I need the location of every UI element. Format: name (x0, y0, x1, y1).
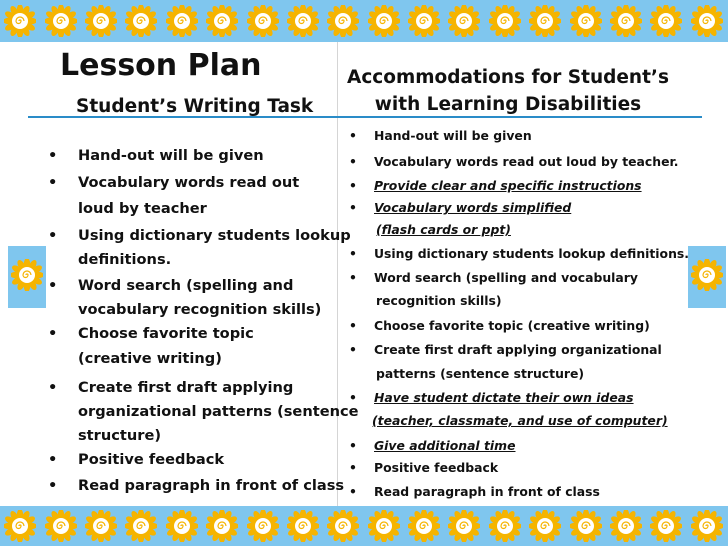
sunflower-icon (565, 506, 605, 546)
sunflower-icon (121, 0, 161, 42)
sunflower-icon (283, 0, 323, 42)
list-item-text: (creative writing) (78, 350, 222, 367)
right-side-flower (688, 246, 726, 308)
list-item-continuation (376, 220, 511, 240)
list-item-continuation (376, 291, 502, 311)
list-item-text: Create first draft applying organizational (374, 342, 662, 357)
sunflower-icon (606, 506, 646, 546)
list-item-text: Positive feedback (374, 460, 499, 475)
list-item (349, 458, 499, 478)
sunflower-icon (202, 0, 242, 42)
list-item-text: Vocabulary words simplified (374, 200, 572, 215)
sunflower-icon (525, 506, 565, 546)
list-item (48, 171, 300, 195)
list-item-text: Choose favorite topic (78, 325, 254, 342)
list-item-text: (teacher, classmate, and use of computer) (372, 413, 668, 428)
sunflower-icon (687, 506, 727, 546)
sunflower-icon (687, 0, 727, 42)
list-item (349, 268, 638, 288)
list-item (349, 340, 662, 360)
list-item (48, 322, 254, 346)
writing-task-subtitle: Student’s Writing Task (76, 96, 314, 117)
bullet-icon: • (349, 128, 357, 143)
list-item-text: Word search (spelling and (78, 277, 294, 294)
top-flower-border (0, 0, 728, 42)
list-item-text: Create first draft applying (78, 379, 294, 396)
bullet-icon: • (48, 227, 58, 244)
list-item-text: Read paragraph in front of class (374, 484, 600, 499)
bullet-icon: • (349, 246, 357, 261)
sunflower-icon (81, 506, 121, 546)
bullet-icon: • (48, 174, 58, 191)
sunflower-icon (162, 0, 202, 42)
list-item-text: patterns (sentence structure) (376, 366, 585, 381)
bullet-icon: • (48, 277, 58, 294)
list-item (349, 316, 650, 336)
sunflower-icon (162, 506, 202, 546)
list-item (349, 198, 572, 218)
sunflower-icon (646, 506, 686, 546)
list-item (48, 376, 294, 400)
list-item-continuation (78, 424, 161, 448)
list-item-text: Vocabulary words read out (78, 174, 300, 191)
list-item (349, 436, 516, 456)
bullet-icon: • (48, 451, 58, 468)
list-item-text: vocabulary recognition skills) (78, 301, 322, 318)
bullet-icon: • (349, 318, 357, 333)
bullet-icon: • (48, 477, 58, 494)
list-item-text: Hand-out will be given (78, 147, 264, 164)
list-item (349, 126, 532, 146)
bullet-icon: • (349, 178, 357, 193)
list-item-text: recognition skills) (376, 293, 502, 308)
bottom-flower-row (0, 506, 727, 546)
list-item-continuation (78, 400, 359, 424)
bullet-icon: • (349, 342, 357, 357)
accommodations-title-line2: with Learning Disabilities (374, 94, 642, 115)
list-item-continuation (78, 197, 207, 221)
list-item (48, 474, 345, 498)
accommodations-title-line1: Accommodations for Student’s (347, 67, 669, 88)
bullet-icon: • (349, 154, 357, 169)
list-item (48, 448, 225, 472)
accommodations-title (340, 64, 676, 118)
list-item (48, 274, 294, 298)
sunflower-icon (525, 0, 565, 42)
bullet-icon: • (349, 390, 357, 405)
list-item-text: Positive feedback (78, 451, 225, 468)
list-item-continuation (372, 411, 668, 431)
sunflower-icon (444, 506, 484, 546)
list-item (349, 244, 689, 264)
sunflower-icon (404, 0, 444, 42)
sunflower-icon (283, 506, 323, 546)
list-item (349, 388, 634, 408)
sunflower-icon (40, 0, 80, 42)
left-side-flower (8, 246, 46, 308)
bullet-icon: • (349, 484, 357, 499)
list-item-text: definitions. (78, 251, 172, 268)
list-item (48, 144, 264, 168)
sunflower-icon (0, 506, 40, 546)
list-item-text: organizational patterns (sentence (78, 403, 359, 420)
bullet-icon: • (349, 200, 357, 215)
list-item (48, 224, 351, 248)
sunflower-icon (364, 506, 404, 546)
list-item-text: Have student dictate their own ideas (374, 390, 634, 405)
sunflower-icon (404, 506, 444, 546)
sunflower-icon (485, 506, 525, 546)
list-item-continuation (376, 364, 584, 384)
sunflower-icon (364, 0, 404, 42)
list-item-text: Provide clear and specific instructions (374, 178, 642, 193)
lesson-plan-title: Lesson Plan (60, 48, 262, 83)
sunflower-icon (691, 259, 723, 295)
list-item-continuation (78, 298, 321, 322)
sunflower-icon (606, 0, 646, 42)
list-item-text: (flash cards or ppt) (376, 222, 511, 237)
sunflower-icon (242, 0, 282, 42)
bullet-icon: • (48, 147, 58, 164)
sunflower-icon (485, 0, 525, 42)
list-item-text: structure) (78, 427, 162, 444)
list-item-text: Hand-out will be given (374, 128, 532, 143)
top-flower-row (0, 0, 727, 42)
sunflower-icon (81, 0, 121, 42)
sunflower-icon (121, 506, 161, 546)
bullet-icon: • (349, 438, 357, 453)
list-item-continuation (78, 248, 171, 272)
list-item (349, 176, 642, 196)
list-item-text: Give additional time (374, 438, 516, 453)
list-item (349, 152, 679, 172)
sunflower-icon (202, 506, 242, 546)
sunflower-icon (646, 0, 686, 42)
sunflower-icon (11, 259, 43, 295)
bullet-icon: • (349, 270, 357, 285)
list-item-text: Choose favorite topic (creative writing) (374, 318, 650, 333)
list-item (349, 482, 600, 502)
list-item-continuation (78, 347, 222, 371)
list-item-text: Read paragraph in front of class (78, 477, 345, 494)
list-item-text: Vocabulary words read out loud by teacher. (374, 154, 679, 169)
list-item-text: Using dictionary students lookup (78, 227, 351, 244)
bullet-icon: • (48, 379, 58, 396)
sunflower-icon (40, 506, 80, 546)
list-item-text: loud by teacher (78, 200, 207, 217)
bullet-icon: • (349, 460, 357, 475)
bottom-flower-border (0, 506, 728, 546)
sunflower-icon (323, 506, 363, 546)
column-divider (337, 42, 338, 506)
sunflower-icon (444, 0, 484, 42)
sunflower-icon (565, 0, 605, 42)
sunflower-icon (323, 0, 363, 42)
list-item-text: Word search (spelling and vocabulary (374, 270, 638, 285)
sunflower-icon (242, 506, 282, 546)
bullet-icon: • (48, 325, 58, 342)
list-item-text: Using dictionary students lookup definitions. (374, 246, 689, 261)
sunflower-icon (0, 0, 40, 42)
